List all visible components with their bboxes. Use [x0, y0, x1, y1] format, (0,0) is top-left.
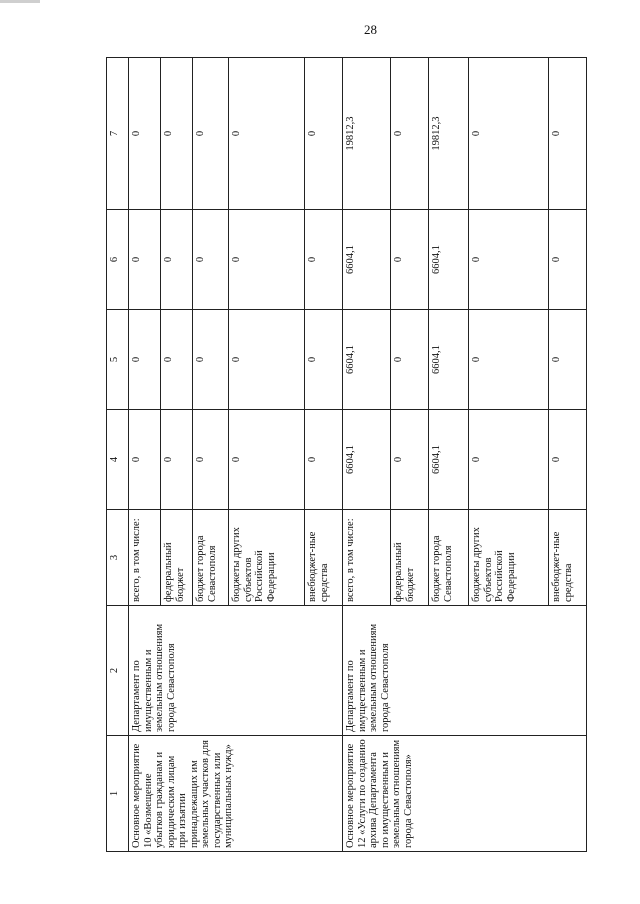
header-cell: 6: [107, 210, 129, 310]
value-cell: 0: [549, 410, 587, 510]
value-cell: 0: [229, 410, 305, 510]
value-cell: 0: [549, 310, 587, 410]
value-cell: 0: [129, 210, 161, 310]
value-cell: 19812,3: [429, 58, 469, 210]
value-cell: 0: [469, 410, 549, 510]
table-row: [129, 58, 161, 852]
header-cell: 2: [107, 606, 129, 736]
value-cell: 0: [549, 210, 587, 310]
value-cell: 0: [549, 58, 587, 210]
value-cell: 0: [229, 210, 305, 310]
activity-cell: Основное мероприятие 12 «Услуги по созданию архива Департамента по имущественным и земельным отношениям города Севастополя»: [343, 736, 587, 852]
source-cell: всего, в том числе:: [129, 510, 161, 606]
value-cell: 0: [469, 58, 549, 210]
value-cell: 19812,3: [343, 58, 391, 210]
value-cell: 0: [229, 58, 305, 210]
value-cell: 0: [229, 310, 305, 410]
header-cell: 3: [107, 510, 129, 606]
rotated-table-container: [106, 58, 586, 852]
activity-cell: Основное мероприятие 10 «Возмещение убытков гражданам и юридическим лицам при изъятии принадлежащих им земельных участков для государственных или муниципальных нужд»: [129, 736, 343, 852]
source-cell: бюджеты других субъектов Российской Федерации: [229, 510, 305, 606]
value-cell: 0: [305, 410, 343, 510]
value-cell: 6604,1: [343, 310, 391, 410]
value-cell: 0: [305, 310, 343, 410]
value-cell: 0: [193, 410, 229, 510]
value-cell: 0: [129, 310, 161, 410]
value-cell: 0: [391, 410, 429, 510]
value-cell: 0: [193, 58, 229, 210]
header-cell: 5: [107, 310, 129, 410]
value-cell: 0: [161, 210, 193, 310]
value-cell: 6604,1: [343, 410, 391, 510]
source-cell: федеральный бюджет: [161, 510, 193, 606]
value-cell: 0: [129, 58, 161, 210]
executor-cell: Департамент по имущественным и земельным отношениям города Севастополя: [129, 606, 343, 736]
financing-table: [106, 57, 587, 852]
source-cell: бюджеты других субъектов Российской Федерации: [469, 510, 549, 606]
scan-mark: [0, 0, 40, 3]
source-cell: внебюджет-ные средства: [305, 510, 343, 606]
source-cell: всего, в том числе:: [343, 510, 391, 606]
value-cell: 0: [391, 310, 429, 410]
source-cell: бюджет города Севастополя: [429, 510, 469, 606]
value-cell: 0: [129, 410, 161, 510]
header-cell: 7: [107, 58, 129, 210]
value-cell: 0: [161, 410, 193, 510]
value-cell: 0: [193, 210, 229, 310]
page-number: 28: [364, 22, 377, 37]
value-cell: 6604,1: [429, 310, 469, 410]
value-cell: 0: [305, 210, 343, 310]
source-cell: федеральный бюджет: [391, 510, 429, 606]
value-cell: 6604,1: [429, 210, 469, 310]
value-cell: 0: [391, 210, 429, 310]
source-cell: внебюджет-ные средства: [549, 510, 587, 606]
value-cell: 6604,1: [343, 210, 391, 310]
value-cell: 0: [193, 310, 229, 410]
value-cell: 0: [469, 210, 549, 310]
source-cell: бюджет города Севастополя: [193, 510, 229, 606]
value-cell: 0: [469, 310, 549, 410]
value-cell: 0: [391, 58, 429, 210]
value-cell: 0: [305, 58, 343, 210]
header-cell: 4: [107, 410, 129, 510]
header-cell: 1: [107, 736, 129, 852]
header-row: [107, 58, 129, 852]
value-cell: 0: [161, 310, 193, 410]
value-cell: 6604,1: [429, 410, 469, 510]
value-cell: 0: [161, 58, 193, 210]
table-row: [343, 58, 391, 852]
executor-cell: Департамент по имущественным и земельным отношениям города Севастополя: [343, 606, 587, 736]
